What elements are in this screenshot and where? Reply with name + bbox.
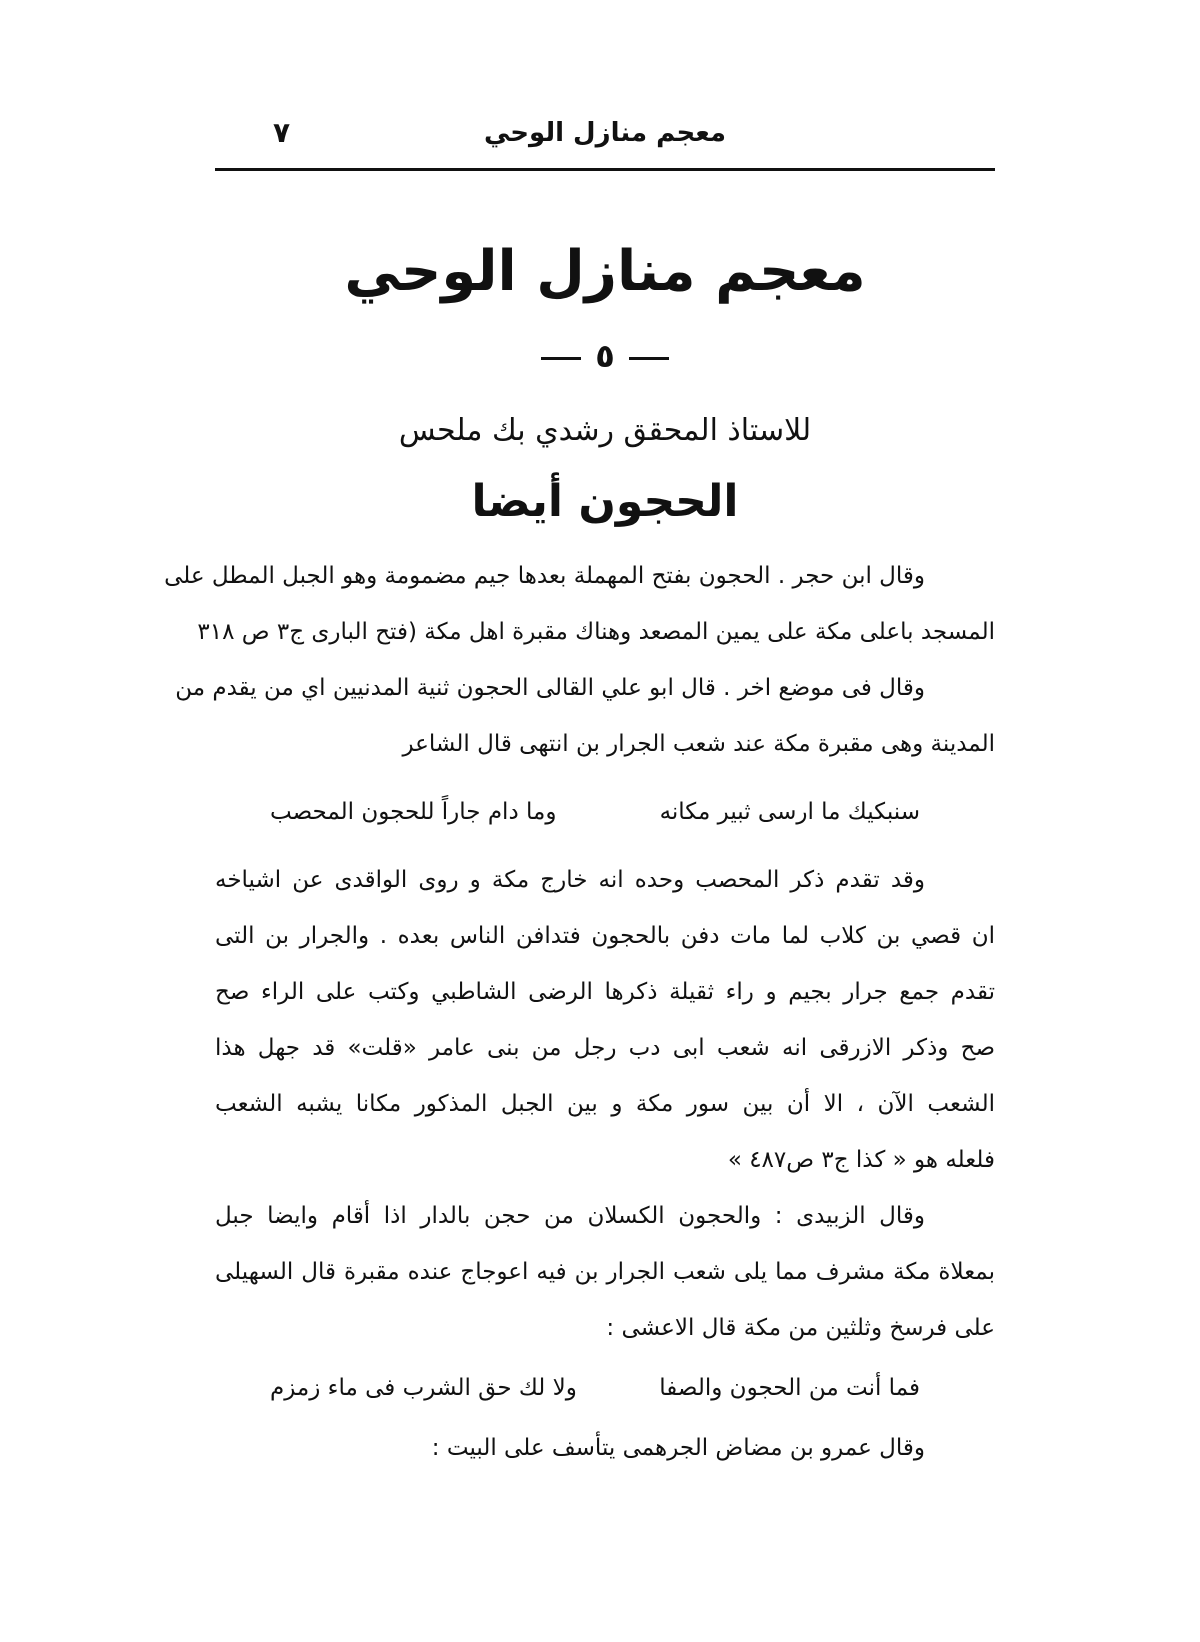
body-line: وقال عمرو بن مضاض الجرهمى يتأسف على البيت : [431, 1435, 925, 1461]
body-line: فلعله هو « كذا ج٣ ص٤٨٧ » [727, 1147, 995, 1173]
verse-second-hemistich: وما دام جاراً للحجون المحصب [270, 799, 557, 825]
body-line: وقال فى موضع اخر . قال ابو علي القالى الحجون ثنية المدنيين اي من يقدم من [175, 675, 925, 701]
body-line: ان قصي بن كلاب لما مات دفن بالحجون فتدافن الناس بعده . والجرار بن التى [215, 923, 995, 949]
section-title: الحجون أيضا [471, 476, 739, 527]
body-line: تقدم جمع جرار بجيم و راء ثقيلة ذكرها الرضى الشاطبي وكتب على الراء صح [215, 979, 995, 1005]
page-number: ٧ [273, 116, 291, 149]
part-number: ٥ [595, 337, 615, 375]
body-line: صح وذكر الازرقى انه شعب ابى دب رجل من بنى عامر «قلت» قد جهل هذا [215, 1035, 995, 1061]
body-line: المسجد باعلى مكة على يمين المصعد وهناك مقبرة اهل مكة (فتح البارى ج٣ ص ٣١٨ [197, 619, 995, 645]
body-line: وقد تقدم ذكر المحصب وحده انه خارج مكة و روى الواقدى عن اشياخه [215, 867, 925, 893]
author-line: للاستاذ المحقق رشدي بك ملحس [398, 413, 812, 448]
body-line: بمعلاة مكة مشرف مما يلى شعب الجرار بن فيه اعوجاج عنده مقبرة قال السهيلى [215, 1259, 995, 1285]
body-line: المدينة وهى مقبرة مكة عند شعب الجرار بن انتهى قال الشاعر [402, 731, 995, 757]
body-line: الشعب الآن ، الا أن بين سور مكة و بين الجبل المذكور مكانا يشبه الشعب [215, 1091, 995, 1117]
verse-line [250, 1360, 960, 1416]
verse-first-hemistich: فما أنت من الحجون والصفا [659, 1375, 920, 1401]
running-header [215, 112, 995, 162]
verse-second-hemistich: ولا لك حق الشرب فى ماء زمزم [270, 1375, 577, 1401]
dash-right [629, 357, 669, 360]
body-line: وقال الزبيدى : والحجون الكسلان من حجن بالدار اذا أقام وايضا جبل [215, 1203, 925, 1229]
verse-first-hemistich: سنبكيك ما ارسى ثبير مكانه [659, 799, 920, 825]
header-rule [215, 168, 995, 171]
dash-left [541, 357, 581, 360]
body-line: وقال ابن حجر . الحجون بفتح المهملة بعدها جيم مضمومة وهو الجبل المطل على [164, 563, 925, 589]
part-number-line [215, 336, 995, 376]
body-line: على فرسخ وثلثين من مكة قال الاعشى : [606, 1315, 995, 1341]
verse-line [250, 784, 960, 840]
running-title: معجم منازل الوحي [483, 118, 727, 148]
article-title: معجم منازل الوحي [344, 239, 866, 304]
